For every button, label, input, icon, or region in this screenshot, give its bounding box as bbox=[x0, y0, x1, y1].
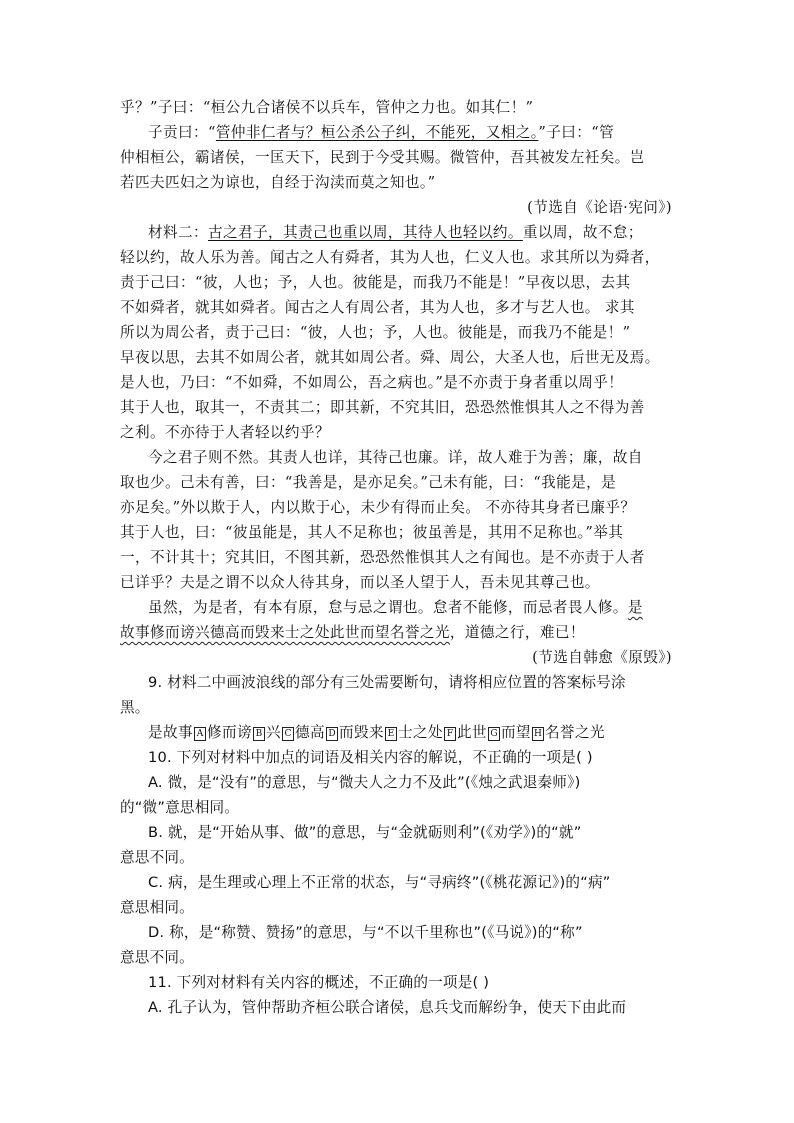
wavy-underlined-text: 故事修而谤兴德高而毁来士之处此世而望名誉之光 bbox=[120, 624, 450, 641]
passage-line: 乎？”子曰：“桓公九合诸侯不以兵车，管仲之力也。如其仁！” bbox=[120, 99, 534, 116]
text: 子贡曰：“ bbox=[148, 124, 216, 141]
passage-line: 轻以约，故人乐为善。闻古之人有舜者，其为人也，仁义人也。求其所以为舜者， bbox=[120, 249, 660, 266]
passage-line: 亦足矣。”外以欺于人，内以欺于心，未少有得而止矣。 不亦待其身者已廉乎？ bbox=[120, 499, 636, 516]
text: 虽然，为是者，有本有原，怠与忌之谓也。怠者不能修，而忌者畏人修。 bbox=[148, 599, 628, 616]
material-label: 材料二： bbox=[148, 224, 208, 241]
segment-text: 士之处 bbox=[397, 724, 443, 741]
segment-text: 而望 bbox=[500, 724, 531, 741]
passage-line: 仲相桓公，霸诸侯，一匡天下，民到于今受其赐。微管仲，吾其被发左衽矣。岂 bbox=[120, 149, 645, 166]
passage-line: 已详乎？夫是之谓不以众人待其身，而以圣人望于人，吾未见其尊己也。 bbox=[120, 574, 600, 591]
passage-line: 一，不计其十；究其旧，不图其新，恐恐然惟惧其人之有闻也。是不亦责于人者 bbox=[120, 549, 645, 566]
option-10-c-cont: 意思相同。 bbox=[120, 899, 194, 916]
segment-text: 兴 bbox=[265, 724, 281, 741]
passage-line bbox=[120, 621, 680, 645]
option-10-a: A. 微，是“没有”的意思，与“微夫人之力不及此”(《烛之武退秦师》) bbox=[148, 774, 581, 791]
text: ”子曰：“管 bbox=[538, 124, 615, 141]
option-10-d: D. 称，是“称赞、赞扬”的意思，与“不以千里称也”(《马说》)的“称” bbox=[148, 924, 583, 941]
passage-line: 若匹夫匹妇之为谅也，自经于沟渎而莫之知也。” bbox=[120, 174, 436, 191]
passage-line: 是人也，乃曰：“不如舜，不如周公，吾之病也。”是不亦责于身者重以周乎！ bbox=[120, 374, 624, 391]
answer-box-c[interactable]: C bbox=[282, 727, 294, 741]
option-10-c: C. 病，是生理或心理上不正常的状态，与“寻病终”(《桃花源记》)的“病” bbox=[148, 874, 611, 891]
answer-box-h[interactable]: H bbox=[532, 727, 544, 741]
text: 重以周，故不怠； bbox=[522, 224, 643, 241]
segment-text: 修而谤 bbox=[206, 724, 252, 741]
passage-line: 早夜以思，去其不如周公者，就其如周公者。舜、周公，大圣人也，后世无及焉。 bbox=[120, 349, 660, 366]
wavy-underlined-text: 是 bbox=[627, 599, 643, 616]
passage-line bbox=[148, 221, 680, 245]
segment-text: 是故事 bbox=[148, 724, 193, 741]
segmentation-line bbox=[148, 721, 680, 745]
option-11-a: A. 孔子认为，管仲帮助齐桓公联合诸侯，息兵戈而解纷争，使天下由此而 bbox=[148, 999, 627, 1016]
underlined-sentence: 管仲非仁者与？桓公杀公子纠，不能死，又相之。 bbox=[215, 124, 539, 141]
passage-line: 所以为周公者，责于己曰：“彼，人也；予，人也。彼能是，而我乃不能是！” bbox=[120, 324, 631, 341]
option-10-d-cont: 意思不同。 bbox=[120, 949, 194, 966]
segment-text: 名誉之光 bbox=[544, 724, 605, 741]
answer-box-g[interactable]: G bbox=[488, 727, 500, 741]
passage-line: 今之君子则不然。其责人也详，其待己也廉。详，故人难于为善；廉，故自 bbox=[148, 449, 643, 466]
passage-line bbox=[148, 596, 680, 620]
passage-line: 责于己曰：“彼，人也；予，人也。彼能是，而我乃不能是！”早夜以思，去其 bbox=[120, 274, 631, 291]
answer-box-d[interactable]: D bbox=[326, 727, 338, 741]
passage-line bbox=[148, 121, 680, 145]
passage-line: 之利。不亦待于人者轻以约乎？ bbox=[120, 424, 330, 441]
passage-line: 不如舜者，就其如舜者。闻古之人有周公者，其为人也，多才与艺人也。 求其 bbox=[120, 299, 635, 316]
segment-text: 此世 bbox=[456, 724, 487, 741]
source-citation: (节选自韩愈《原毁》) bbox=[532, 649, 672, 666]
answer-box-f[interactable]: F bbox=[444, 727, 456, 741]
answer-box-e[interactable]: E bbox=[385, 727, 397, 741]
question-9-cont: 黑。 bbox=[120, 699, 150, 716]
passage-line: 取也少。己未有善，曰：“我善是，是亦足矣。”己未有能，曰：“我能是，是 bbox=[120, 474, 617, 491]
question-10: 10. 下列对材料中加点的词语及相关内容的解说，不正确的一项是( ) bbox=[148, 749, 593, 766]
answer-box-b[interactable]: B bbox=[253, 727, 265, 741]
option-10-b: B. 就，是“开始从事、做”的意思，与“金就砺则利”(《劝学》)的“就” bbox=[148, 824, 582, 841]
text: ，道德之行，难已！ bbox=[449, 624, 585, 641]
question-11: 11. 下列对材料有关内容的概述，不正确的一项是( ) bbox=[148, 974, 490, 991]
option-10-b-cont: 意思不同。 bbox=[120, 849, 194, 866]
passage-line: 其于人也，曰：“彼虽能是，其人不足称也；彼虽善是，其用不足称也。”举其 bbox=[120, 524, 624, 541]
underlined-sentence: 古之君子，其责己也重以周，其待人也轻以约。 bbox=[207, 224, 523, 241]
question-9: 9. 材料二中画波浪线的部分有三处需要断句，请将相应位置的答案标号涂 bbox=[148, 674, 626, 691]
option-10-a-cont: 的“微”意思相同。 bbox=[120, 799, 240, 816]
passage-line: 其于人也，取其一，不责其二；即其新，不究其旧，恐恐然惟惧其人之不得为善 bbox=[120, 399, 645, 416]
segment-text: 德高 bbox=[294, 724, 325, 741]
answer-box-a[interactable]: A bbox=[194, 727, 206, 741]
segment-text: 而毁来 bbox=[338, 724, 384, 741]
source-citation: (节选自《论语·宪问》) bbox=[527, 199, 672, 216]
